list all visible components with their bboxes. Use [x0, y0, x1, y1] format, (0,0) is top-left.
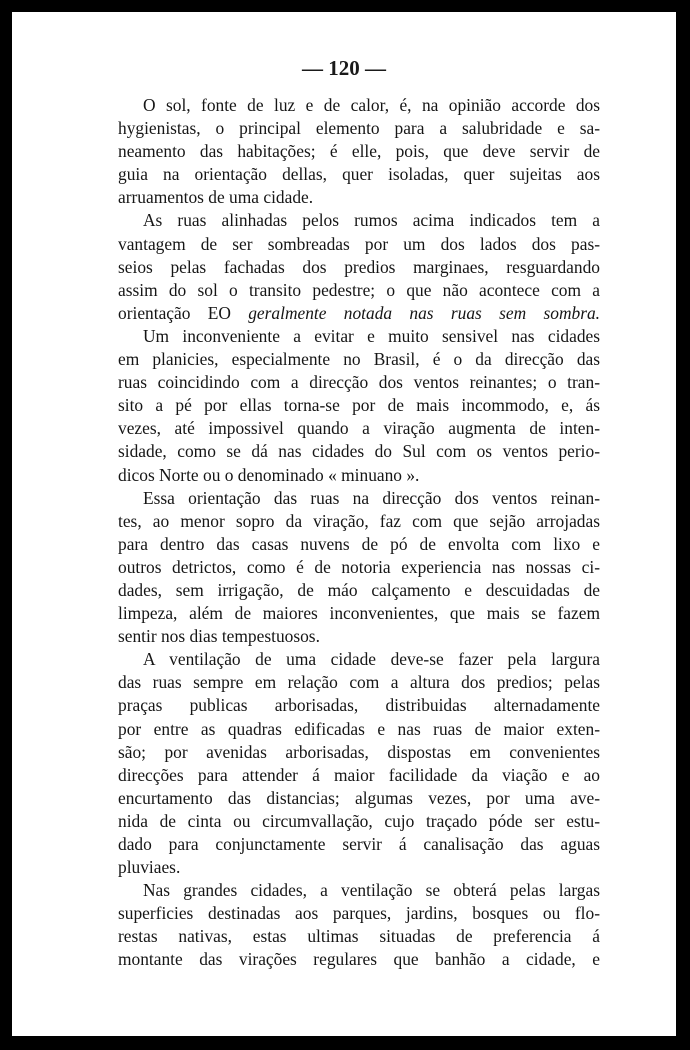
text-line: Nas grandes cidades, a ventilação se obterá pelas largas: [143, 880, 600, 901]
text-line: A ventilação de uma cidade deve-se fazer pela largura: [143, 649, 600, 670]
page-text: [118, 94, 600, 972]
text-line: nida de cinta ou circumvallação, cujo traçado póde ser estu-: [118, 810, 600, 831]
paragraph-3: [118, 325, 600, 487]
text-line: vantagem de ser sombreadas por um dos lados dos pas-: [118, 233, 600, 254]
text-line: restas nativas, estas ultimas situadas de preferencia á: [118, 926, 600, 947]
text-line: guia na orientação dellas, quer isoladas, quer sujeitas aos: [118, 164, 600, 185]
text-line: sito a pé por ellas torna-se por de mais incommodo, e, ás: [118, 395, 600, 416]
text-line: hygienistas, o principal elemento para a salubridade e sa-: [118, 118, 600, 139]
text-line: montante das virações regulares que banhão a cidade, e: [118, 949, 600, 970]
text-line: Um inconveniente a evitar e muito sensivel nas cidades: [143, 325, 600, 346]
text-line: outros detrictos, como é de notoria experiencia nas nossas ci-: [118, 556, 600, 577]
text-line: dado para conjunctamente servir á canalisação das aguas: [118, 834, 600, 854]
text-line: das ruas sempre em relação com a altura dos predios; pelas: [118, 672, 600, 693]
text-line: neamento das habitações; é elle, pois, que deve servir de: [118, 141, 600, 162]
text-line: As ruas alinhadas pelos rumos acima indicados tem a: [143, 210, 600, 231]
text-line: pluviaes.: [118, 857, 181, 878]
text-line: seios pelas fachadas dos predios marginaes, resguardando: [118, 256, 600, 277]
text-line: limpeza, além de maiores inconvenientes, que mais se fazem: [118, 603, 600, 624]
text-line: encurtamento das distancias; algumas vezes, por uma ave-: [118, 787, 600, 808]
text-roman: orientação EO: [118, 302, 249, 323]
text-line-mixed: [118, 302, 600, 325]
text-line: são; por avenidas arborisadas, dispostas em convenientes: [118, 741, 600, 762]
text-line: ruas coincidindo com a direcção dos ventos reinantes; o tran-: [118, 372, 600, 393]
text-line: vezes, até impossivel quando a viração augmenta de inten-: [118, 418, 600, 439]
paragraph-2: [118, 209, 600, 324]
text-line: por entre as quadras edificadas e nas ruas de maior exten-: [118, 718, 600, 739]
text-line: para dentro das casas nuvens de pó de envolta com lixo e: [118, 533, 600, 554]
paragraph-4: [118, 487, 600, 649]
text-italic: geralmente notada nas ruas sem sombra.: [248, 302, 601, 323]
text-line: direcções para attender á maior facilidade da viação e ao: [118, 764, 600, 785]
text-line: arruamentos de uma cidade.: [118, 187, 314, 208]
text-line: sidade, como se dá nas cidades do Sul com os ventos perio-: [118, 441, 600, 462]
text-line: O sol, fonte de luz e de calor, é, na opinião accorde dos: [143, 95, 600, 115]
text-line: praças publicas arborisadas, distribuidas alternadamente: [118, 695, 600, 716]
page-number: — 120 —: [302, 56, 386, 80]
text-line: dicos Norte ou o denominado « minuano ».: [118, 464, 420, 485]
text-line: em planicies, especialmente no Brasil, é o da direcção das: [118, 349, 600, 370]
paragraph-5: [118, 648, 600, 879]
book-page: [12, 12, 676, 1036]
paragraph-1: [118, 94, 600, 209]
text-line: superficies destinadas aos parques, jardins, bosques ou flo-: [118, 903, 600, 924]
text-line: Essa orientação das ruas na direcção dos ventos reinan-: [143, 487, 600, 508]
text-line: assim do sol o transito pedestre; o que não acontece com a: [118, 279, 600, 300]
text-line: tes, ao menor sopro da viração, faz com que sejão arrojadas: [118, 510, 600, 531]
text-line: sentir nos dias tempestuosos.: [118, 626, 320, 647]
text-line: dades, sem irrigação, de máo calçamento e descuidadas de: [118, 579, 600, 600]
paragraph-6: [118, 879, 600, 971]
